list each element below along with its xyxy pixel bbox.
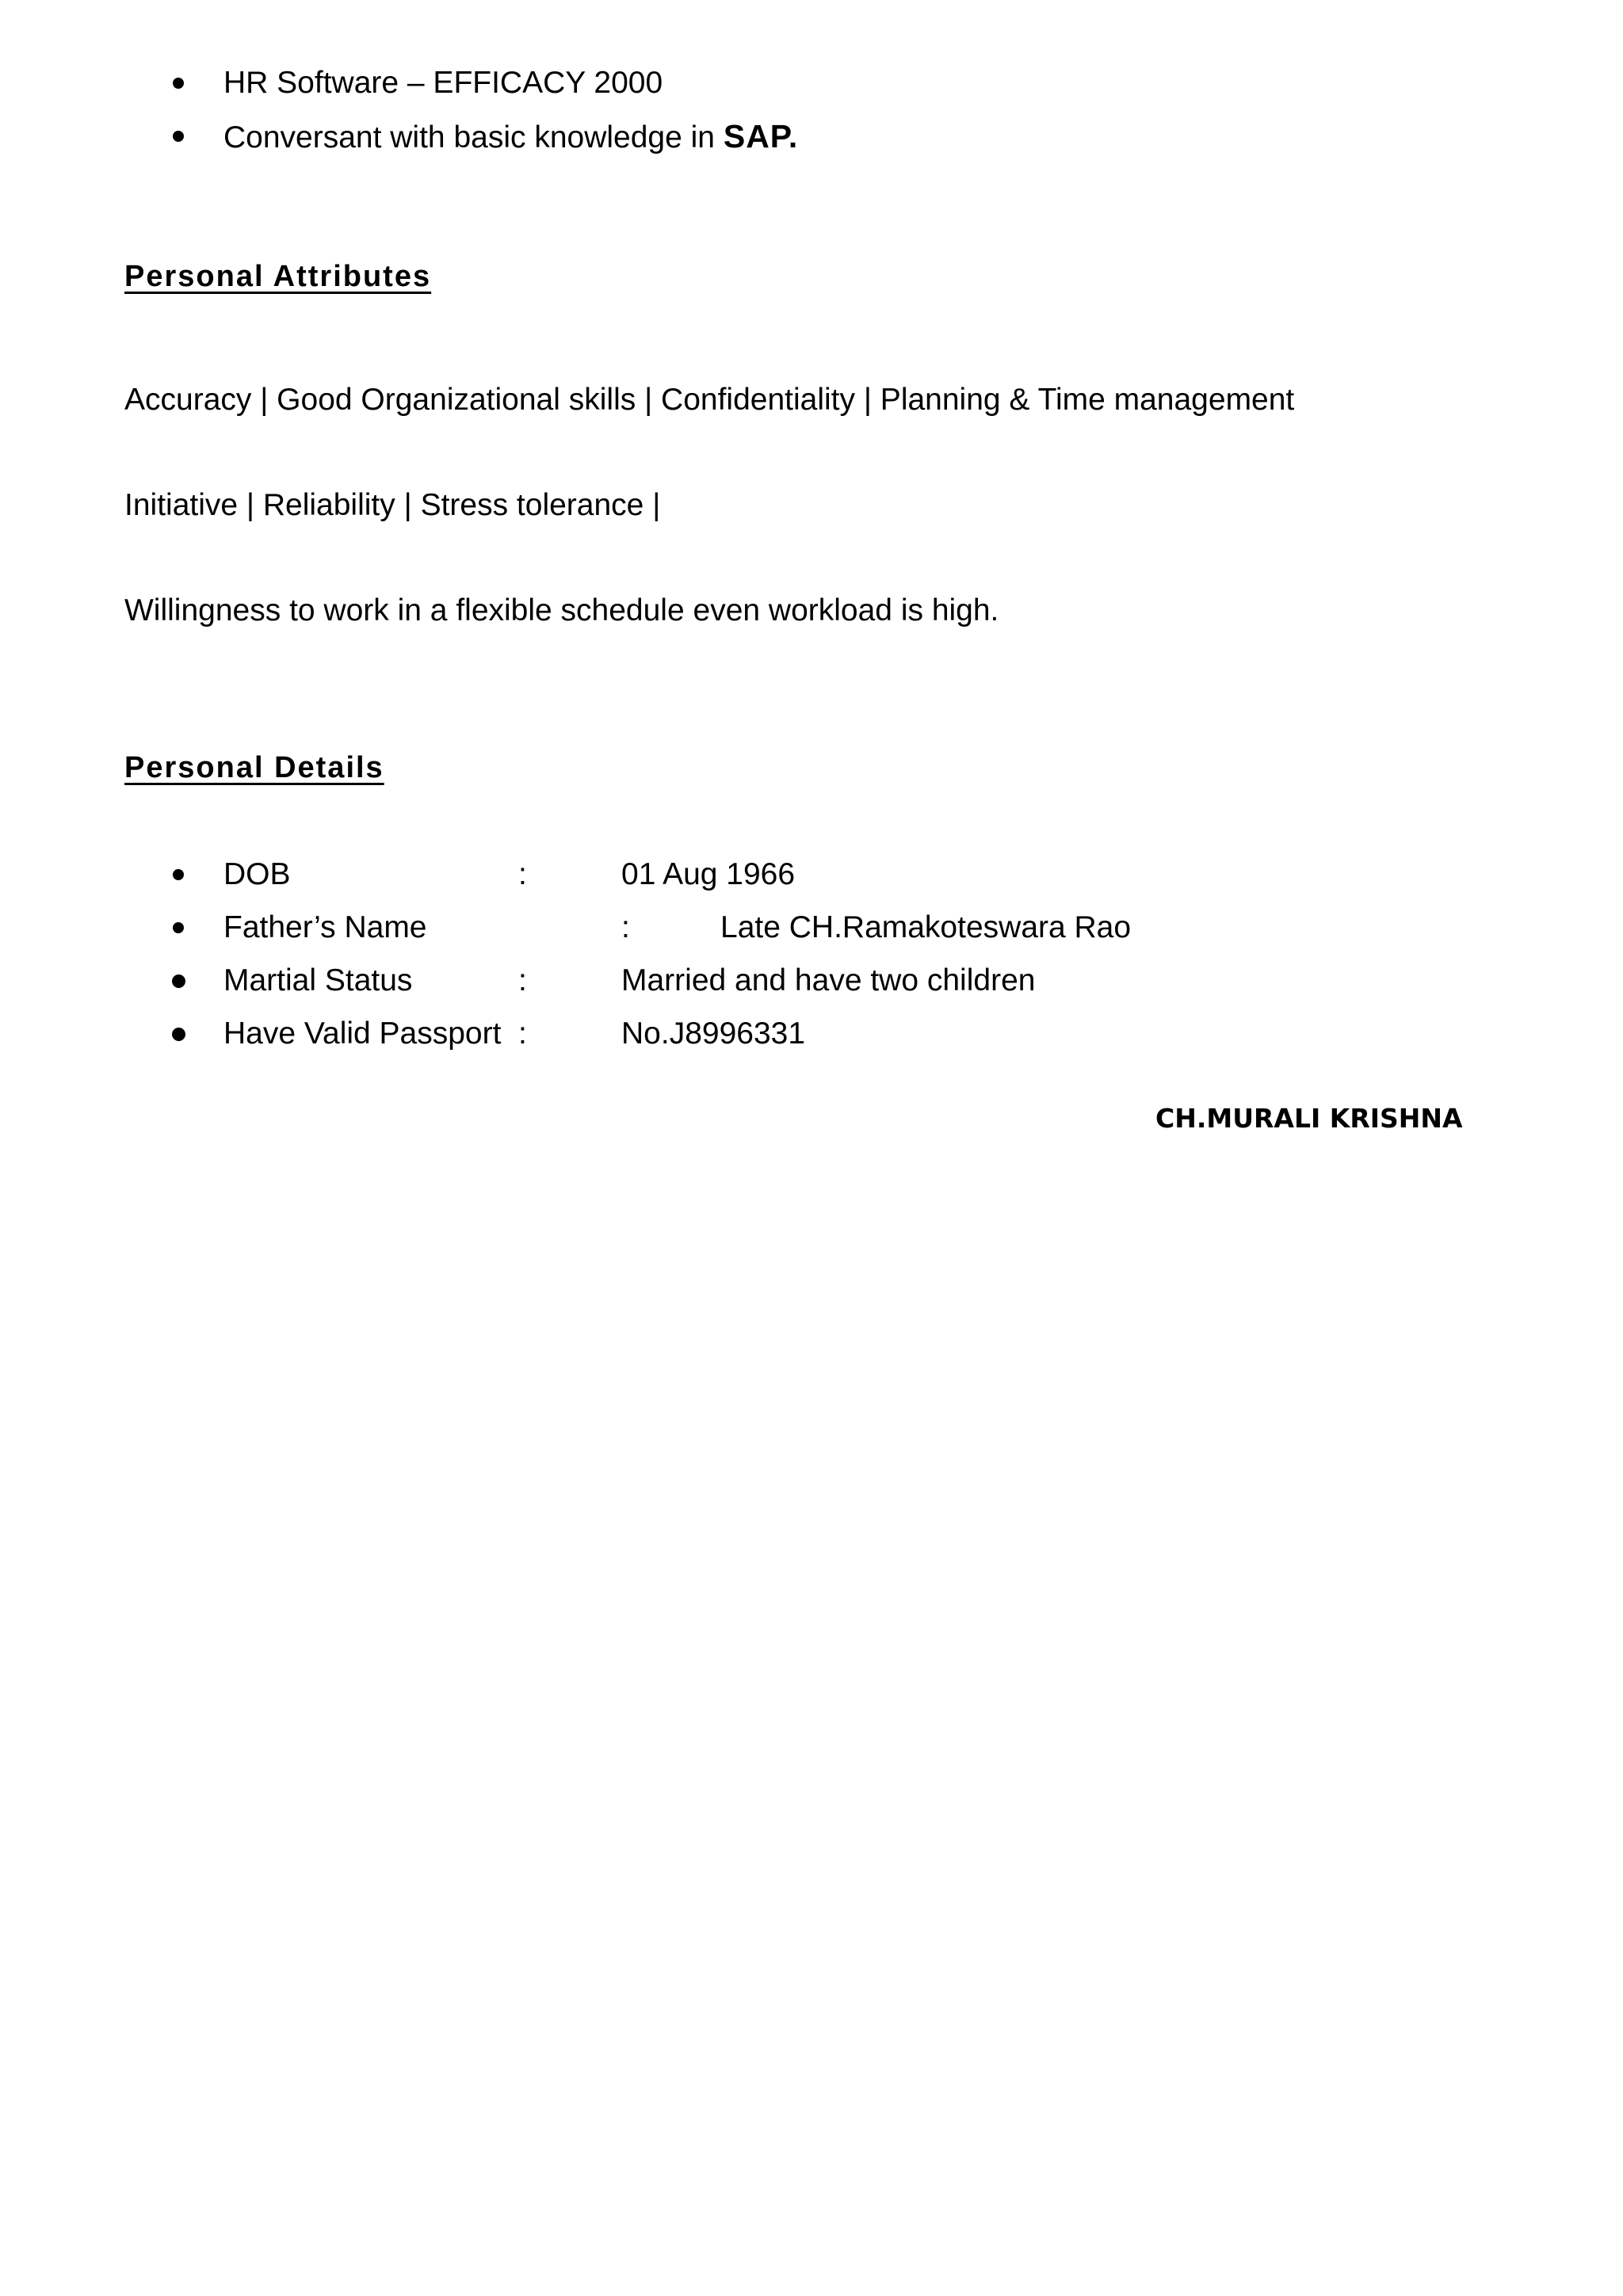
- detail-label: Martial Status: [223, 963, 413, 997]
- signature-name: CH.MURALI KRISHNA: [1155, 1103, 1463, 1134]
- skill-item-hr-software: HR Software – EFFICACY 2000: [223, 66, 663, 100]
- detail-label: DOB: [223, 857, 291, 891]
- bullet-icon: [173, 78, 184, 89]
- bullet-icon: [172, 974, 185, 988]
- detail-row-marital-status: [0, 957, 1623, 1005]
- skill-item-sap: [223, 113, 798, 162]
- detail-colon: :: [518, 963, 527, 997]
- detail-row-passport: [0, 1010, 1623, 1058]
- bullet-icon: [172, 1028, 185, 1041]
- detail-colon: :: [621, 910, 630, 944]
- bullet-icon: [173, 131, 184, 142]
- skill-item-sap-emphasis: SAP.: [723, 118, 799, 154]
- attributes-line-2: Initiative | Reliability | Stress tolerance |: [124, 488, 661, 522]
- personal-details-heading: Personal Details: [124, 751, 384, 784]
- bullet-icon: [173, 922, 184, 933]
- detail-colon: :: [518, 1016, 527, 1051]
- detail-value: Late CH.Ramakoteswara Rao: [720, 910, 1132, 944]
- detail-row-fathers-name: [0, 904, 1623, 952]
- detail-value: No.J8996331: [621, 1016, 806, 1051]
- attributes-line-3: Willingness to work in a flexible schedule even workload is high.: [124, 593, 999, 627]
- skill-item-sap-text: Conversant with basic knowledge in: [223, 120, 724, 154]
- detail-value: 01 Aug 1966: [621, 857, 796, 891]
- bullet-icon: [173, 869, 184, 880]
- personal-attributes-heading: Personal Attributes: [124, 260, 432, 293]
- detail-value: Married and have two children: [621, 963, 1036, 997]
- detail-row-dob: [0, 851, 1623, 898]
- detail-label: Father’s Name: [223, 910, 427, 944]
- attributes-line-1: Accuracy | Good Organizational skills | Confidentiality | Planning & Time management: [124, 383, 1295, 417]
- detail-label: Have Valid Passport: [223, 1016, 502, 1051]
- detail-colon: :: [518, 857, 527, 891]
